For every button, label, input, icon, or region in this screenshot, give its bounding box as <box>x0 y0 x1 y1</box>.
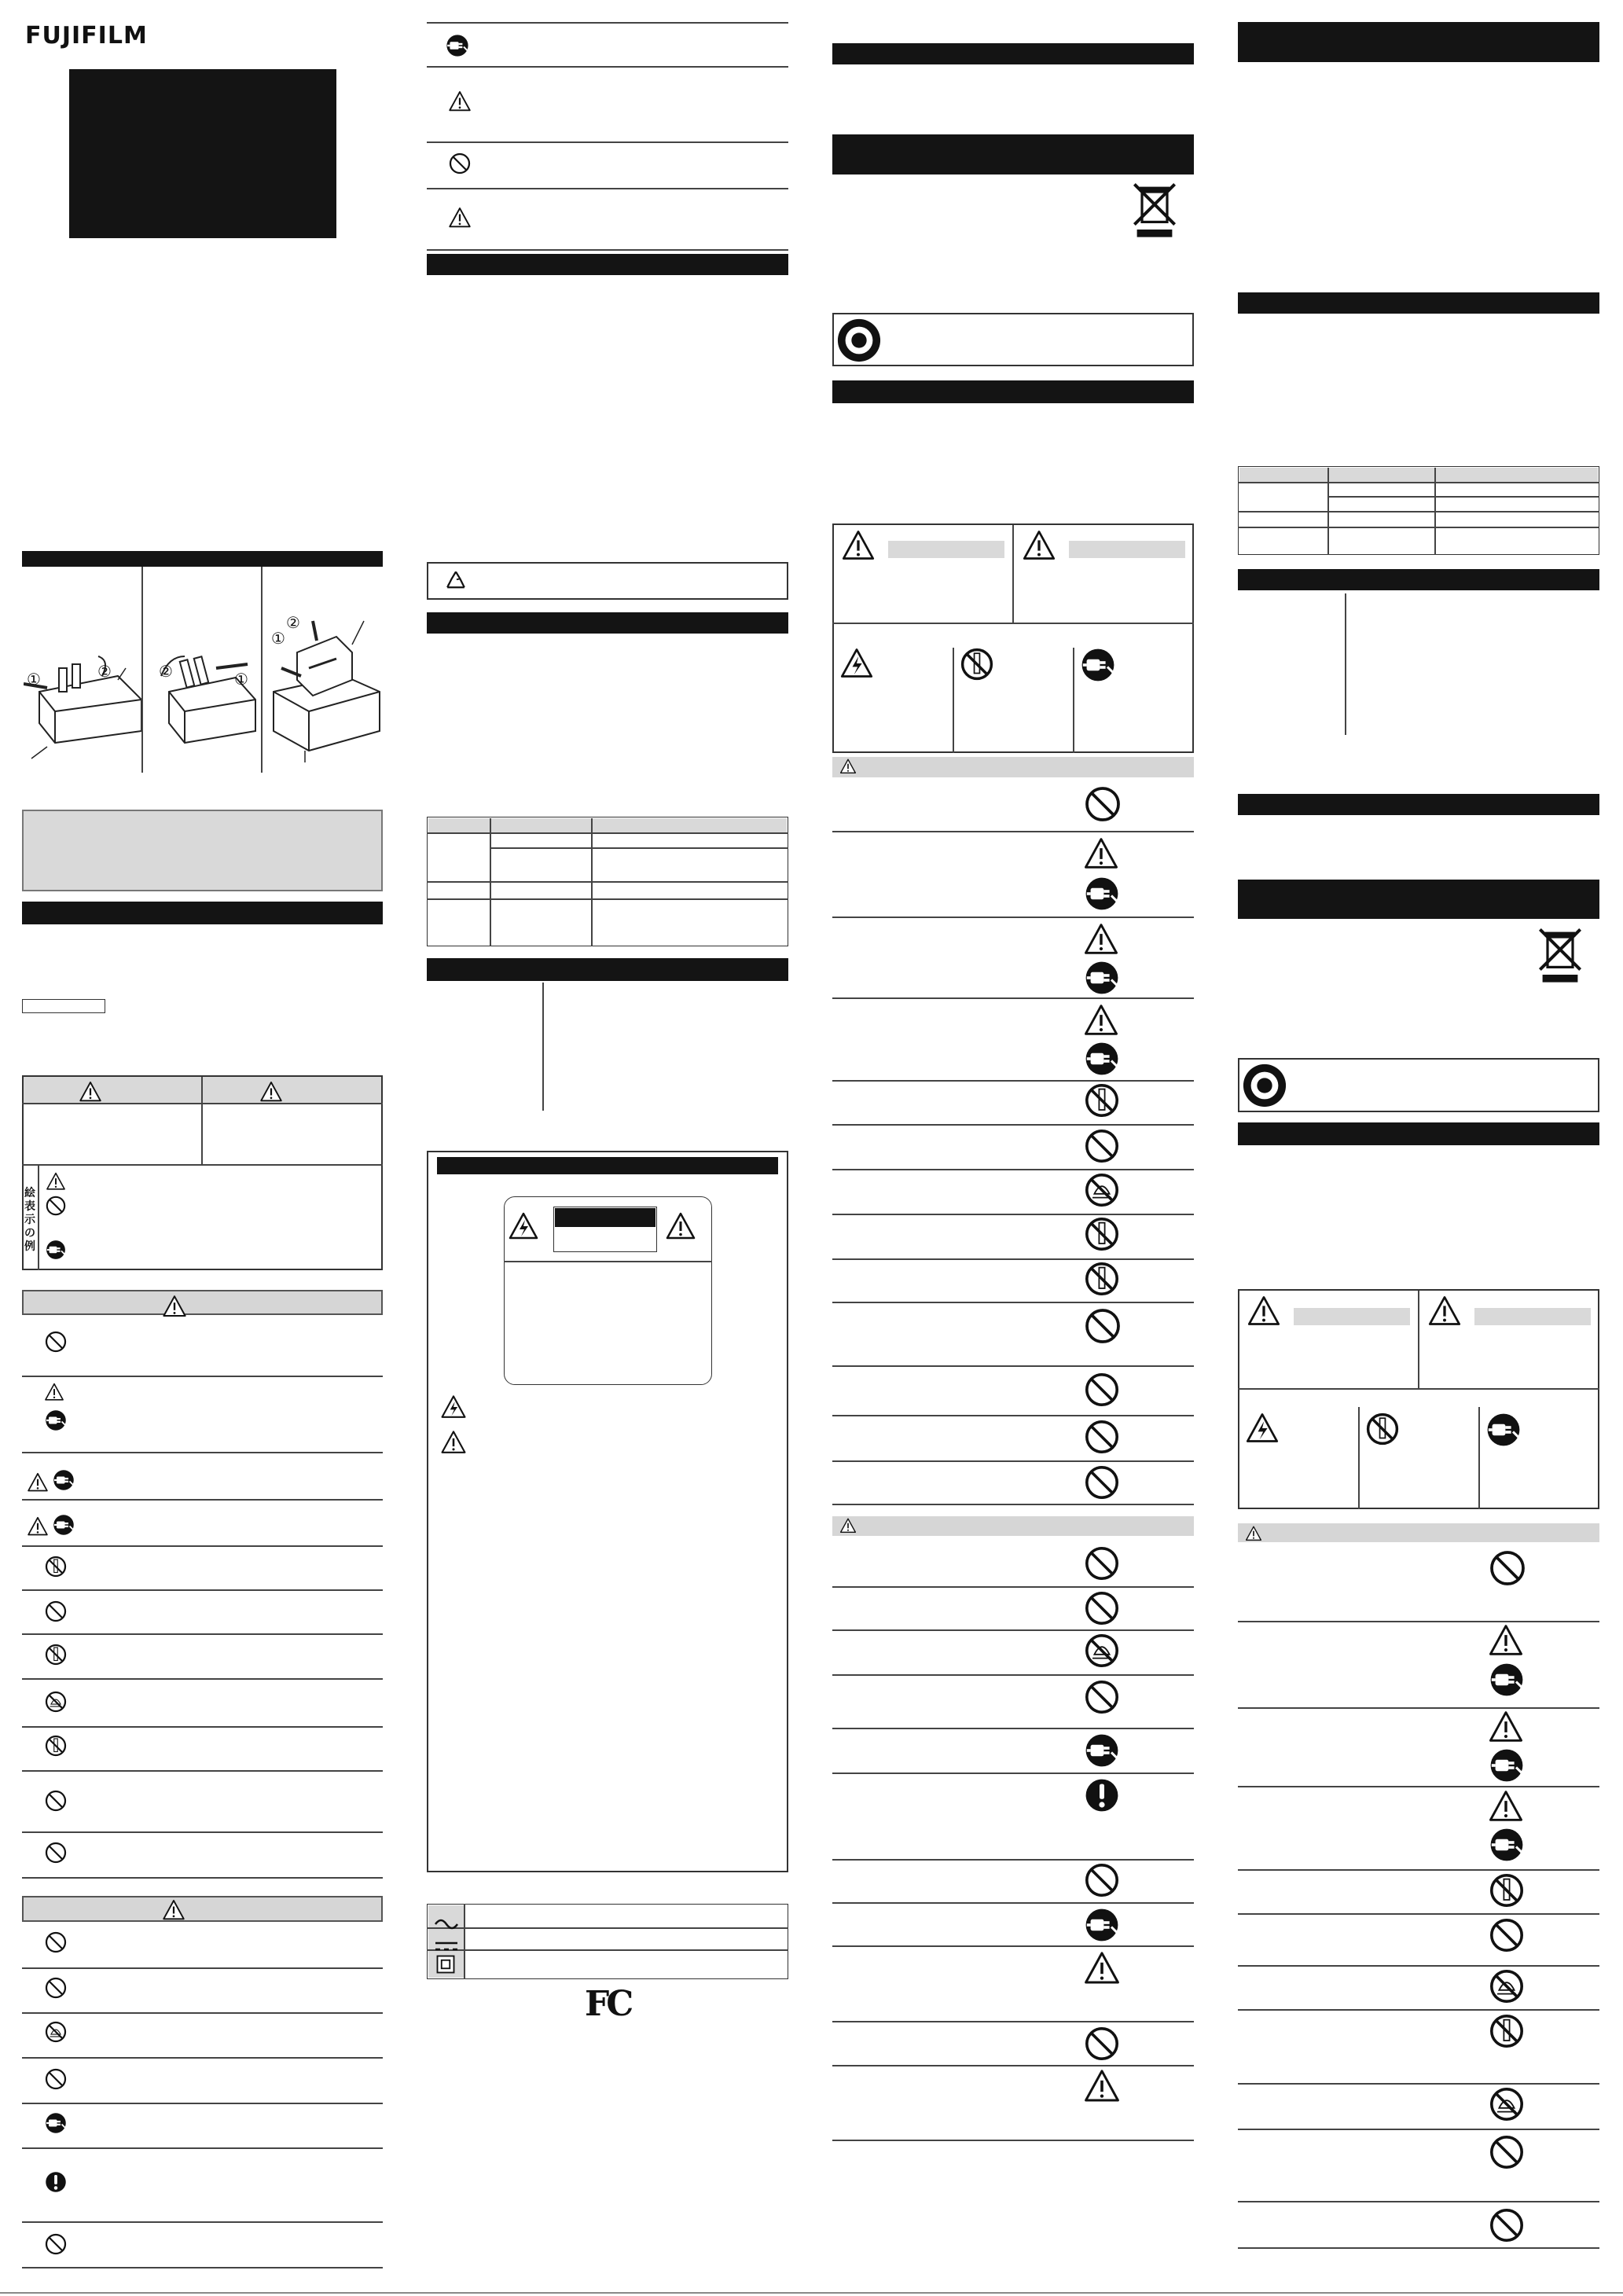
legend-rule-1 <box>22 1103 383 1104</box>
unplug-icon <box>1079 646 1117 684</box>
crossed-bin-icon <box>1535 924 1585 985</box>
legend-rule-2 <box>22 1164 383 1166</box>
prohibited-icon <box>44 1789 68 1813</box>
row-rule <box>1238 1786 1599 1787</box>
row-rule <box>832 1124 1194 1126</box>
no-disassemble-icon <box>1488 1872 1526 1909</box>
section-bar <box>22 902 383 924</box>
section-bar <box>832 134 1194 174</box>
legend-vrule <box>1073 648 1074 753</box>
row-rule <box>832 1504 1194 1505</box>
warning-header-col4 <box>1238 1523 1599 1542</box>
row-rule <box>1238 2009 1599 2011</box>
recycle-badge-icon <box>836 318 882 363</box>
table-rule <box>1327 496 1599 498</box>
row-rule <box>22 2057 383 2059</box>
row-rule <box>832 1674 1194 1676</box>
unplug-icon <box>52 1513 75 1537</box>
table-vrule <box>490 818 491 946</box>
caution-triangle-icon <box>1083 2067 1121 2105</box>
table-vrule <box>1434 468 1436 555</box>
row-rule <box>427 66 788 68</box>
row-rule <box>832 1859 1194 1861</box>
prohibited-icon <box>1488 2133 1526 2171</box>
page-bottom-rule <box>0 2292 1623 2294</box>
row-rule <box>832 2021 1194 2022</box>
warning-header-col3 <box>832 757 1194 777</box>
caution-triangle-icon <box>1083 1949 1121 1987</box>
row-rule <box>22 2147 383 2149</box>
prohibited-icon <box>1083 1861 1121 1899</box>
no-disassemble-icon <box>1083 1260 1121 1298</box>
row-rule <box>832 831 1194 832</box>
caution-triangle-icon <box>1245 1525 1262 1542</box>
prohibited-icon <box>1488 1548 1527 1588</box>
callout-1b: ① <box>234 670 248 689</box>
unplug-icon <box>1485 1411 1522 1449</box>
unplug-icon <box>45 1239 67 1261</box>
symbol-rule <box>427 1949 788 1951</box>
legend-label-grey <box>1474 1308 1591 1325</box>
row-rule <box>1238 2201 1599 2202</box>
legend-label-grey <box>1069 541 1185 558</box>
prohibited-icon <box>44 1841 68 1864</box>
unplug-icon <box>1488 1826 1526 1864</box>
prohibited-icon <box>1083 1127 1121 1165</box>
table-rule <box>1238 482 1599 483</box>
legend-split <box>1418 1291 1419 1388</box>
prohibited-icon <box>44 2232 68 2256</box>
caution-triangle-icon <box>162 1294 187 1319</box>
row-rule <box>22 2221 383 2223</box>
no-wet-hands-icon <box>1083 1171 1121 1209</box>
symbol-vrule <box>464 1904 465 1979</box>
caution-triangle-icon <box>27 1515 49 1537</box>
no-disassemble-icon <box>1083 1082 1121 1119</box>
prohibited-icon <box>1083 1589 1121 1627</box>
row-rule <box>22 1452 383 1453</box>
row-rule <box>1238 2129 1599 2130</box>
row-rule <box>832 917 1194 918</box>
prohibited-icon <box>1083 1306 1122 1346</box>
row-rule <box>22 1770 383 1772</box>
recycle-badge-box <box>832 313 1194 366</box>
row-rule <box>832 1214 1194 1215</box>
figure-header-bar <box>22 551 383 567</box>
no-disassemble-icon <box>44 1734 68 1758</box>
recycle-box <box>427 562 788 600</box>
prohibited-icon <box>1488 2206 1526 2244</box>
section-bar <box>1238 1122 1599 1145</box>
shock-label-inner <box>553 1207 657 1252</box>
caution-triangle-icon <box>1083 836 1119 872</box>
no-wet-hands-icon <box>1488 1967 1526 2005</box>
prohibited-icon <box>44 1330 68 1354</box>
no-disassemble-icon <box>1488 2012 1526 2050</box>
no-wet-hands-icon <box>44 2020 68 2044</box>
legend-vertical-caption: 絵表示の例 <box>24 1187 35 1253</box>
fujifilm-logo: FUJIFILM <box>25 22 148 50</box>
prohibited-icon <box>44 1976 68 2000</box>
caution-section-header <box>22 1896 383 1922</box>
legend-vsplit <box>38 1164 39 1270</box>
row-rule <box>832 1415 1194 1416</box>
row-rule <box>832 1902 1194 1904</box>
section-bar <box>1238 292 1599 314</box>
legend-label-grey <box>1294 1308 1410 1325</box>
row-rule <box>427 249 788 251</box>
caution-triangle-icon <box>839 758 857 775</box>
section-bar <box>832 43 1194 64</box>
row-rule <box>832 1945 1194 1947</box>
no-disassemble-icon <box>44 1643 68 1666</box>
row-rule <box>1238 1869 1599 1871</box>
row-rule <box>1238 1965 1599 1967</box>
caution-header-col3 <box>832 1516 1194 1536</box>
caution-triangle-icon <box>841 528 876 563</box>
legend-header-caution <box>203 1077 381 1103</box>
spec-table-header <box>428 818 787 832</box>
cover-black-block <box>69 69 336 238</box>
unplug-icon <box>52 1468 75 1492</box>
table-rule <box>490 847 788 849</box>
caution-triangle-icon <box>27 1471 49 1493</box>
index-vrule <box>542 983 544 1111</box>
row-rule <box>832 2140 1194 2141</box>
legend-rule <box>1238 1388 1599 1390</box>
figure-divider-2 <box>261 567 263 773</box>
no-wet-hands-icon <box>1488 2085 1526 2123</box>
legend-header-warning <box>24 1077 201 1103</box>
caution-triangle-icon <box>839 1517 857 1534</box>
prohibited-icon <box>1083 1371 1121 1409</box>
caution-triangle-icon <box>46 1171 66 1192</box>
section-bar <box>832 380 1194 403</box>
prohibited-icon <box>448 152 472 175</box>
row-rule <box>832 1629 1194 1631</box>
caution-triangle-icon <box>1488 1788 1524 1824</box>
caution-triangle-icon <box>1488 1709 1524 1745</box>
no-disassemble-icon <box>1364 1411 1401 1447</box>
table-rule <box>1238 511 1599 512</box>
caution-triangle-icon <box>1488 1622 1524 1659</box>
row-rule <box>22 1589 383 1591</box>
unplug-icon <box>1488 1747 1526 1784</box>
caution-triangle-icon <box>1083 921 1119 957</box>
spec-table-header <box>1239 468 1598 482</box>
row-rule <box>22 1877 383 1879</box>
row-rule <box>832 1728 1194 1729</box>
table-vrule <box>1327 468 1329 555</box>
mandatory-icon <box>1083 1776 1121 1814</box>
row-rule <box>832 1460 1194 1462</box>
legend-rule <box>832 623 1194 624</box>
row-rule <box>22 1545 383 1547</box>
table-rule <box>427 832 788 834</box>
symbol-table <box>427 1904 788 1979</box>
legend-label-grey <box>888 541 1004 558</box>
row-rule <box>832 1586 1194 1588</box>
row-rule <box>22 1726 383 1728</box>
section-bar <box>427 254 788 275</box>
fc-logo: FC <box>585 1984 631 2024</box>
row-rule <box>22 1967 383 1969</box>
legend-vrule <box>953 648 954 753</box>
caution-triangle-icon <box>1427 1294 1462 1328</box>
row-rule <box>1238 1707 1599 1709</box>
row-rule <box>427 22 788 24</box>
prohibited-icon <box>44 2067 68 2091</box>
label-placeholder-box <box>22 999 105 1013</box>
prohibited-icon <box>44 1600 68 1623</box>
unplug-icon <box>44 1409 68 1432</box>
caution-triangle-icon <box>259 1080 283 1104</box>
unplug-icon <box>1488 1661 1526 1699</box>
table-rule <box>1238 527 1599 528</box>
legend-split <box>1012 525 1014 623</box>
section-bar <box>427 612 788 634</box>
no-disassemble-icon <box>959 646 995 682</box>
row-rule <box>22 1678 383 1680</box>
row-rule <box>1238 2247 1599 2249</box>
electric-shock-icon <box>440 1394 467 1420</box>
prohibited-icon <box>45 1195 67 1217</box>
callout-2: ② <box>97 662 112 681</box>
section-bar <box>427 958 788 981</box>
row-rule <box>1238 1621 1599 1622</box>
row-rule <box>832 1302 1194 1303</box>
section-bar <box>1238 569 1599 590</box>
legend-split <box>201 1077 203 1165</box>
crossed-bin-icon <box>1129 179 1180 240</box>
caution-triangle-icon <box>79 1080 102 1104</box>
row-rule <box>22 2103 383 2104</box>
symbol-rule <box>427 1927 788 1929</box>
row-rule <box>832 1080 1194 1082</box>
prohibited-icon <box>44 1930 68 1954</box>
callout-2b: ② <box>159 662 173 681</box>
charger-illustration-2 <box>145 621 259 762</box>
figure-divider-1 <box>141 567 143 773</box>
charger-illustration-1 <box>24 621 141 762</box>
grey-notice-box <box>22 810 383 891</box>
unplug-icon <box>445 33 470 58</box>
row-rule <box>22 2012 383 2014</box>
no-wet-hands-icon <box>1083 1632 1121 1670</box>
callout-1c: ① <box>271 629 285 648</box>
unplug-icon <box>1083 1732 1121 1769</box>
unplug-icon <box>1083 875 1121 913</box>
unplug-icon <box>44 2111 68 2135</box>
row-rule <box>832 1258 1194 1260</box>
legend-vrule <box>1358 1407 1360 1509</box>
caution-triangle-icon <box>448 206 472 230</box>
section-bar <box>1238 794 1599 815</box>
prohibited-icon <box>1083 784 1122 824</box>
caution-triangle-icon <box>44 1382 64 1402</box>
electric-shock-icon <box>839 646 874 681</box>
caution-triangle-icon <box>162 1898 185 1922</box>
electric-shock-icon <box>1245 1411 1280 1446</box>
row-rule <box>1238 1913 1599 1915</box>
double-insulation-icon <box>434 1953 457 1976</box>
section-bar <box>1238 880 1599 919</box>
row-rule <box>832 1169 1194 1170</box>
no-disassemble-icon <box>44 1555 68 1578</box>
callout-2c: ② <box>286 613 300 632</box>
no-wet-hands-icon <box>44 1690 68 1714</box>
prohibited-icon <box>1083 1678 1121 1716</box>
prohibited-icon <box>1488 1916 1526 1954</box>
callout-1: ① <box>27 670 41 689</box>
row-rule <box>22 1499 383 1501</box>
recycle-badge-box-col4 <box>1238 1058 1599 1112</box>
row-rule <box>427 141 788 143</box>
row-rule <box>22 2267 383 2268</box>
unplug-icon <box>1083 1906 1121 1944</box>
table-vrule <box>591 818 593 946</box>
index-vrule <box>1345 593 1346 735</box>
caution-triangle-icon <box>1083 1002 1119 1038</box>
row-rule <box>22 1831 383 1833</box>
caution-triangle-icon <box>440 1429 467 1456</box>
unplug-icon <box>1083 959 1121 997</box>
table-rule <box>427 881 788 883</box>
shock-label-rule <box>504 1261 712 1262</box>
caution-triangle-icon <box>1247 1294 1281 1328</box>
prohibited-icon <box>1083 2025 1121 2063</box>
electric-shock-icon <box>508 1210 539 1242</box>
unplug-icon <box>1083 1040 1121 1078</box>
row-rule <box>832 1773 1194 1774</box>
warning-section-header <box>22 1290 383 1315</box>
row-rule <box>22 1633 383 1635</box>
shock-warning-bar <box>437 1157 778 1174</box>
row-rule <box>1238 2083 1599 2085</box>
mandatory-icon <box>44 2170 68 2194</box>
table-rule <box>427 898 788 900</box>
recycle-icon <box>442 568 470 596</box>
caution-triangle-icon <box>665 1210 696 1242</box>
row-rule <box>832 2065 1194 2066</box>
row-rule <box>427 188 788 189</box>
row-rule <box>22 1376 383 1377</box>
legend-vrule <box>1478 1407 1480 1509</box>
prohibited-icon <box>1083 1464 1121 1501</box>
recycle-badge-icon <box>1242 1063 1287 1108</box>
row-rule <box>832 1365 1194 1367</box>
no-disassemble-icon <box>1083 1215 1121 1253</box>
caution-triangle-icon <box>1022 528 1056 563</box>
section-bar <box>1238 22 1599 62</box>
prohibited-icon <box>1083 1545 1121 1582</box>
caution-triangle-icon <box>448 90 472 113</box>
row-rule <box>832 997 1194 999</box>
prohibited-icon <box>1083 1418 1121 1456</box>
